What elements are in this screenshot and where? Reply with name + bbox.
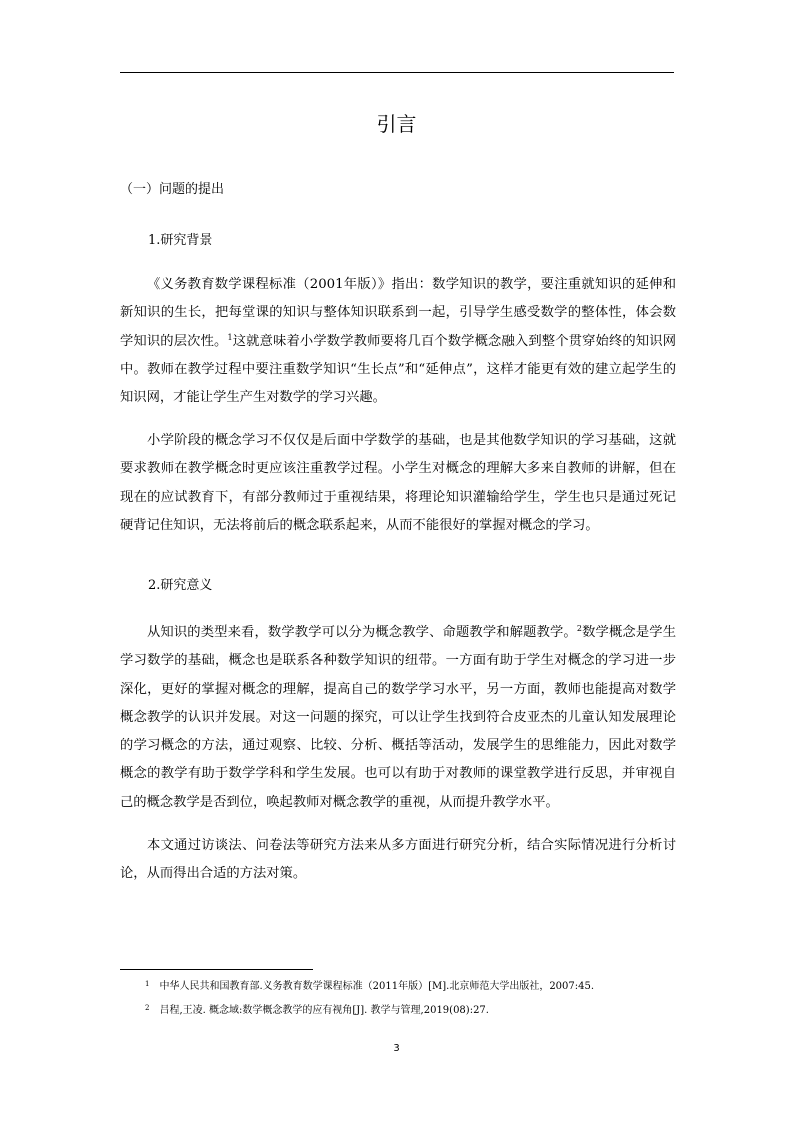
page-title: 引言 [376, 112, 417, 136]
subsection-heading-background: 1.研究背景 [148, 233, 213, 248]
section-heading: （一）问题的提出 [120, 182, 225, 197]
footnote-mark: 1 [145, 980, 150, 988]
paragraph-text: 数学概念是学生学习数学的基础，概念也是联系各种数学知识的纽带。一方面有助于学生对概念的学习进一步深化，更好的掌握对概念的理解，提高自己的数学学习水平，另一方面，教师也能提高对数学概念教学的认识并发展。对这一问题的探究，可以让学生找到符合皮亚杰的儿童认知发展理论的学习概念的方法，通过观察、比较、分析、概括等活动，发展学生的思维能力，因此对数学概念的教学有助于数学学科和学生发展。也可以有助于对教师的课堂教学进行反思，并审视自己的概念教学是否到位，唤起教师对概念教学的重视，从而提升教学水平。 [120, 625, 677, 810]
paragraph-background-1 [120, 271, 676, 412]
footnote-ref-2[interactable]: 2 [576, 624, 582, 633]
page-number: 3 [393, 1043, 400, 1054]
footnote-ref-1[interactable]: 1 [227, 332, 233, 342]
paragraph-significance-2: 本文通过访谈法、问卷法等研究方法来从多方面进行研究分析，结合实际情况进行分析讨论，从而得出合适的方法对策。 [120, 838, 676, 882]
footnote-1 [145, 980, 594, 994]
paragraph-text: 从知识的类型来看，数学教学可以分为概念教学、命题教学和解题教学。 [147, 625, 577, 640]
paragraph-text: 这就意味着小学数学教师要将几百个数学概念融入到整个贯穿始终的知识网中。教师在教学过程中要注重数学知识“生长点”和“延伸点”，这样才能更有效的建立起学生的知识网，才能让学生产生对数学的学习兴趣。 [120, 333, 677, 406]
footnote-text: 吕程,王凌. 概念域:数学概念教学的应有视角[J]. 教学与管理,2019(08):27. [159, 1005, 489, 1016]
footnote-text: 中华人民共和国教育部.义务教育数学课程标准（2011年版）[M].北京师范大学出版社，2007:45. [159, 981, 595, 992]
subsection-heading-significance: 2.研究意义 [148, 578, 213, 593]
paragraph-significance-1 [120, 619, 676, 817]
header-rule [120, 72, 674, 73]
footnote-2 [145, 1004, 489, 1018]
footnote-mark: 2 [145, 1004, 150, 1012]
paragraph-background-2: 小学阶段的概念学习不仅仅是后面中学数学的基础，也是其他数学知识的学习基础，这就要求教师在教学概念时更应该注重教学过程。小学生对概念的理解大多来自教师的讲解，但在现在的应试教育下，有部分教师过于重视结果，将理论知识灌输给学生，学生也只是通过死记硬背记住知识，无法将前后的概念联系起来，从而不能很好的掌握对概念的学习。 [120, 433, 676, 533]
paragraph-text: 《义务教育数学课程标准（2001年版）》指出：数学知识的教学，要注重就知识的延伸和新知识的生长，把每堂课的知识与整体知识联系到一起，引导学生感受数学的整体性，体会数学知识的层次性。 [120, 277, 676, 349]
footnote-separator [120, 969, 313, 970]
